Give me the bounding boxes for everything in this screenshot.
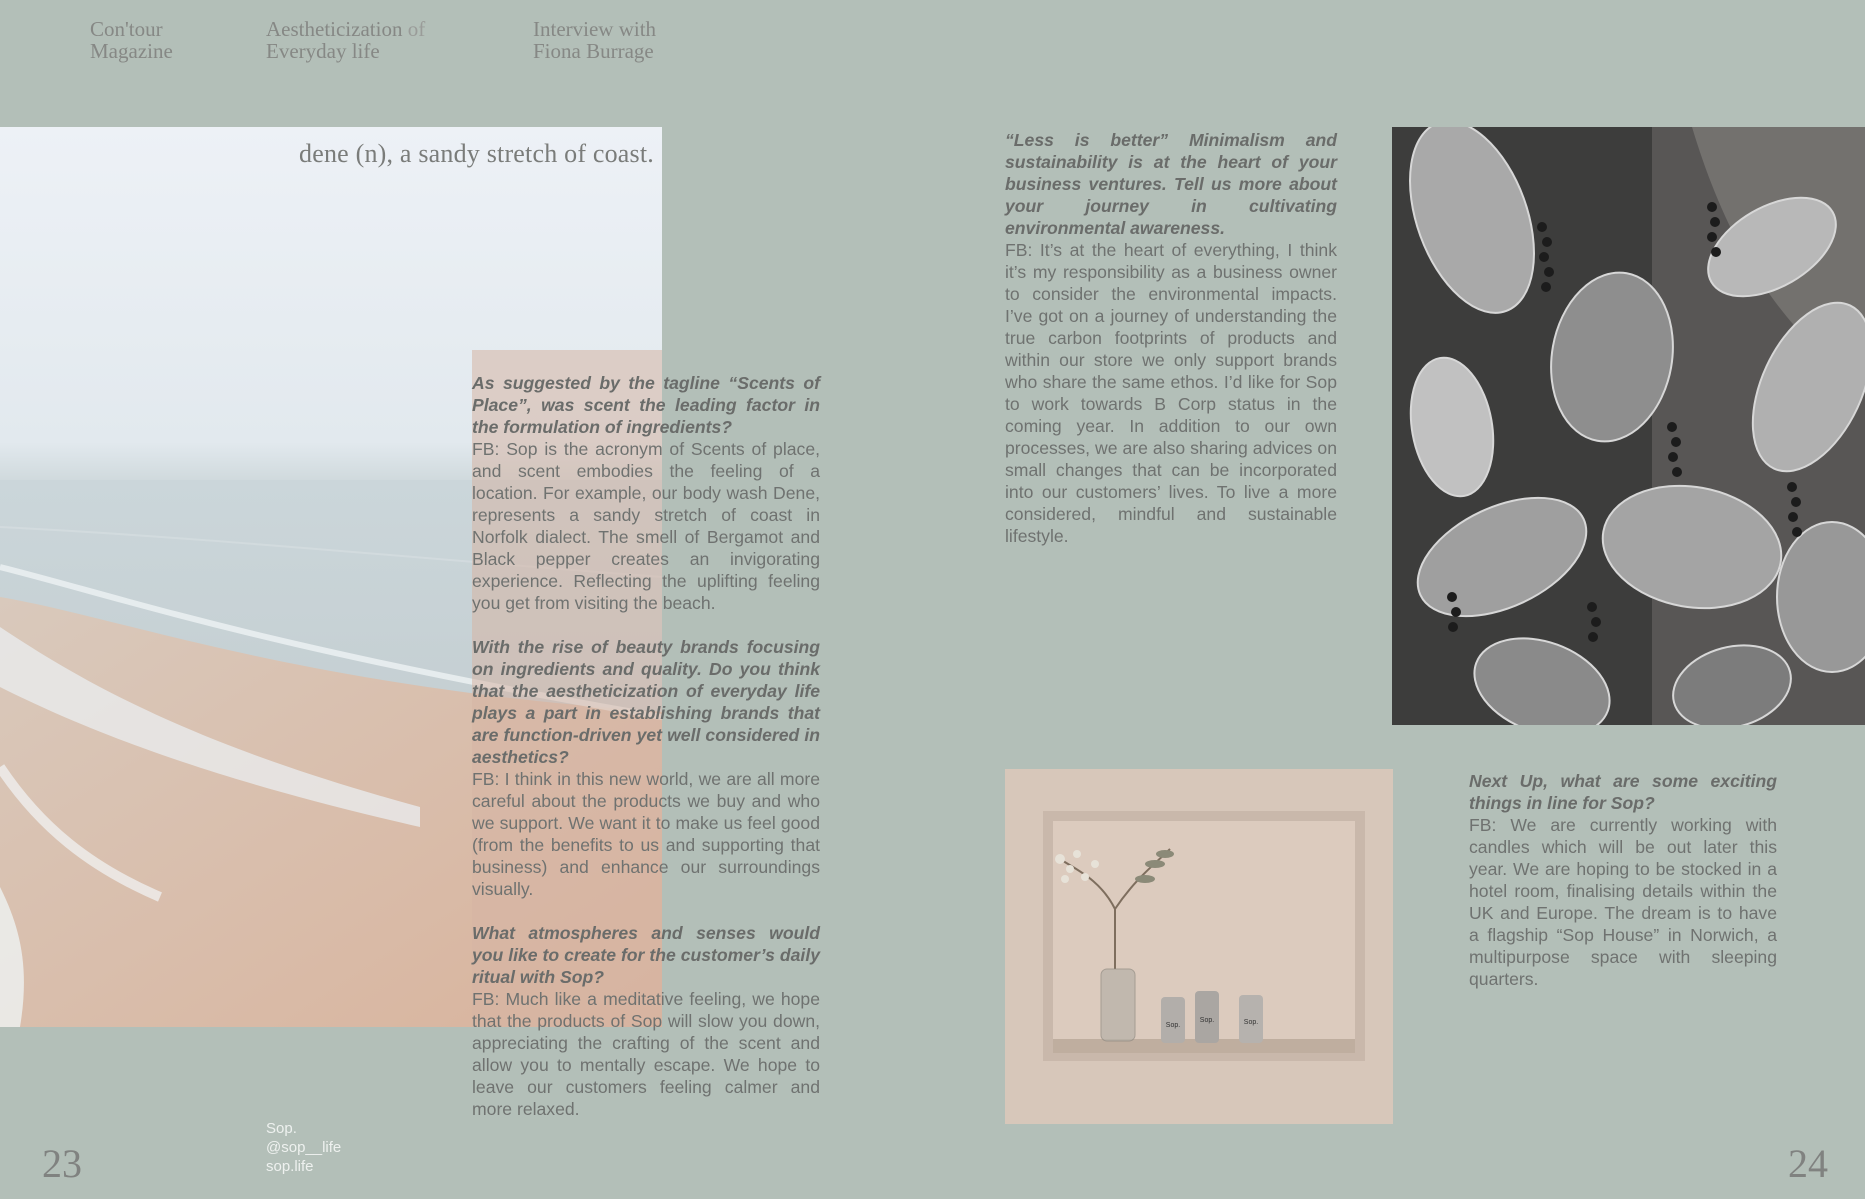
interview-column-left (472, 372, 820, 1120)
interview-column-right-top (1005, 129, 1337, 547)
answer-4: FB: It’s at the heart of everything, I think it’s my responsibility as a business owner to consider the environmental impacts. I’ve got on a journey of understanding the true carbon footprints of products and within our store we only support brands who share the same ethos. I’d like for Sop to work towards B Corp status in the coming year. In addition to our own processes, we are also sharing advices on small changes that can be incorporated into our customers’ lives. To live a more considered, mindful and sustainable lifestyle. (1005, 240, 1337, 546)
section-title-main: Aestheticization (266, 17, 403, 41)
answer-5: FB: We are currently working with candles which will be out later this year. We are hoping to be stocked in a hotel room, finalising details within the UK and Europe. The dream is to have a flagship “Sop House” in Norwich, a multipurpose space with sleeping quarters. (1469, 815, 1777, 989)
feature-title (533, 18, 656, 62)
credit-brand: Sop. (266, 1120, 297, 1137)
bottle-label-2: Sop. (1199, 1017, 1215, 1024)
feature-title-line1: Interview with (533, 17, 657, 41)
pepper-plant-photo (1392, 127, 1865, 725)
section-title-line2: Everyday life (266, 39, 380, 63)
section-title (266, 18, 425, 62)
question-3: What atmospheres and senses would you like to create for the customer’s daily ritual with Sop? (472, 923, 820, 987)
shelf-photo (1005, 769, 1393, 1124)
bottle-label-3: Sop. (1243, 1019, 1259, 1026)
question-2: With the rise of beauty brands focusing on ingredients and quality. Do you think that the aestheticization of everyday life plays a part in establishing brands that are function-driven yet well considered in aesthetics? (472, 637, 820, 767)
magazine-title-line1: Con'tour (90, 17, 163, 41)
beach-caption: dene (n), a sandy stretch of coast. (299, 139, 654, 168)
question-1: As suggested by the tagline “Scents of Place”, was scent the leading factor in the formulation of ingredients? (472, 373, 820, 437)
section-title-suffix: of (407, 17, 426, 41)
bottle-label-1: Sop. (1165, 1022, 1181, 1029)
credit-website[interactable]: sop.life (266, 1158, 314, 1175)
brand-credits (266, 1119, 341, 1176)
shelf-illustration (1005, 769, 1393, 1124)
answer-3: FB: Much like a meditative feeling, we hope that the products of Sop will slow you down, appreciating the crafting of the scent and allow you to mentally escape. We hope to leave our customers feeling calmer and more relaxed. (472, 989, 820, 1119)
answer-1: FB: Sop is the acronym of Scents of place, and scent embodies the feeling of a location. For example, our body wash Dene, represents a sandy stretch of coast in Norfolk dialect. The smell of Bergamot and Black pepper creates an invigorating experience. Reflecting the uplifting feeling you get from visiting the beach. (472, 439, 820, 613)
magazine-title-line2: Magazine (90, 39, 173, 63)
feature-title-line2: Fiona Burrage (533, 39, 654, 63)
credit-handle: @sop__life (266, 1139, 342, 1156)
magazine-title (90, 18, 173, 62)
page-number-left: 23 (42, 1141, 82, 1186)
question-4: “Less is better” Minimalism and sustainability is at the heart of your business ventures. Tell us more about your journey in cultivating environmental awareness. (1005, 130, 1337, 238)
interview-column-right-bottom (1469, 770, 1777, 990)
question-5: Next Up, what are some exciting things in line for Sop? (1469, 771, 1777, 813)
answer-2: FB: I think in this new world, we are all more careful about the products we buy and who we support. We want it to make us feel good (from the benefits to us and supporting that business) and enhance our surroundings visually. (472, 769, 820, 899)
pepper-illustration (1392, 127, 1865, 725)
page-number-right: 24 (1788, 1141, 1828, 1186)
